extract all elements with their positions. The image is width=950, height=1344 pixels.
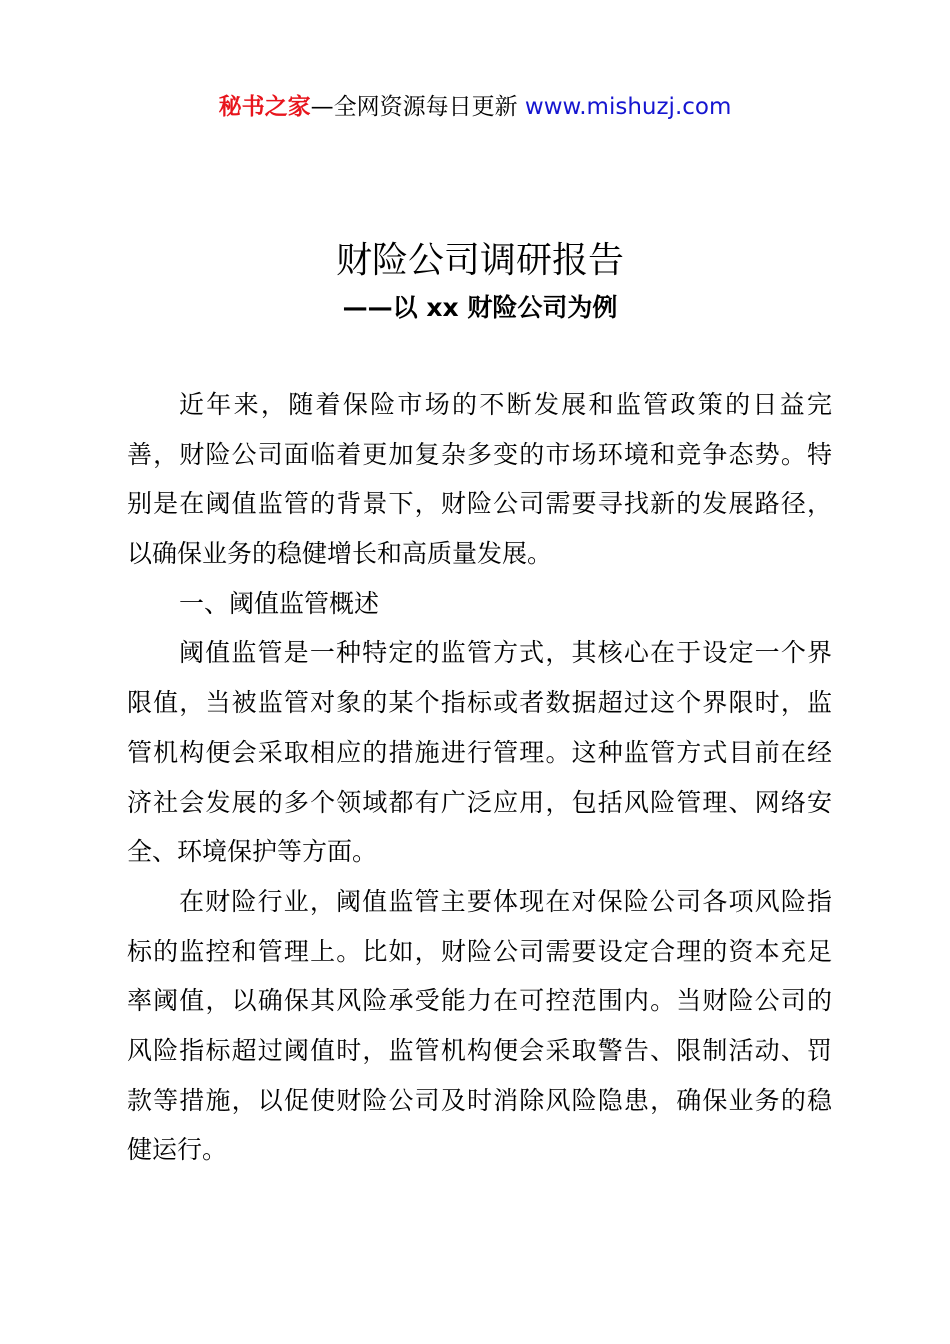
document-body (127, 384, 832, 1179)
text-line: 善，财险公司面临着更加复杂多变的市场环境和竞争态势。特 (127, 439, 832, 469)
paragraph (127, 384, 832, 583)
text-line: 阈值监管是一种特定的监管方式，其核心在于设定一个界 (179, 638, 832, 668)
text-line: 健运行。 (127, 1135, 228, 1165)
banner-tagline: —全网资源每日更新 (310, 94, 525, 120)
site-banner (0, 88, 950, 121)
text-line: 率阈值，以确保其风险承受能力在可控范围内。当财险公司的 (127, 986, 832, 1016)
document-title: 财险公司调研报告 (335, 240, 624, 281)
paragraph (127, 881, 832, 1179)
document-subtitle: ——以 xx 财险公司为例 (342, 293, 618, 322)
text-line: 别是在阈值监管的背景下，财险公司需要寻找新的发展路径， (127, 489, 832, 519)
brand-name: 秘书之家 (218, 94, 311, 120)
text-line: 限值，当被监管对象的某个指标或者数据超过这个界限时，监 (127, 688, 832, 718)
site-url-link[interactable]: www.mishuzj.com (524, 94, 732, 120)
paragraph (127, 632, 832, 880)
text-line: 近年来，随着保险市场的不断发展和监管政策的日益完 (179, 390, 832, 419)
text-line: 风险指标超过阈值时，监管机构便会采取警告、限制活动、罚 (127, 1035, 832, 1065)
text-line: 一、阈值监管概述 (179, 588, 380, 618)
text-line: 款等措施，以促使财险公司及时消除风险隐患，确保业务的稳 (127, 1085, 832, 1115)
text-line: 在财险行业，阈值监管主要体现在对保险公司各项风险指 (179, 886, 832, 916)
text-line: 管机构便会采取相应的措施进行管理。这种监管方式目前在经 (127, 737, 832, 767)
text-line: 济社会发展的多个领域都有广泛应用，包括风险管理、网络安 (127, 787, 832, 817)
text-line: 标的监控和管理上。比如，财险公司需要设定合理的资本充足 (127, 936, 832, 966)
text-line: 以确保业务的稳健增长和高质量发展。 (127, 539, 553, 569)
section-heading (127, 583, 832, 633)
text-line: 全、环境保护等方面。 (127, 837, 378, 867)
